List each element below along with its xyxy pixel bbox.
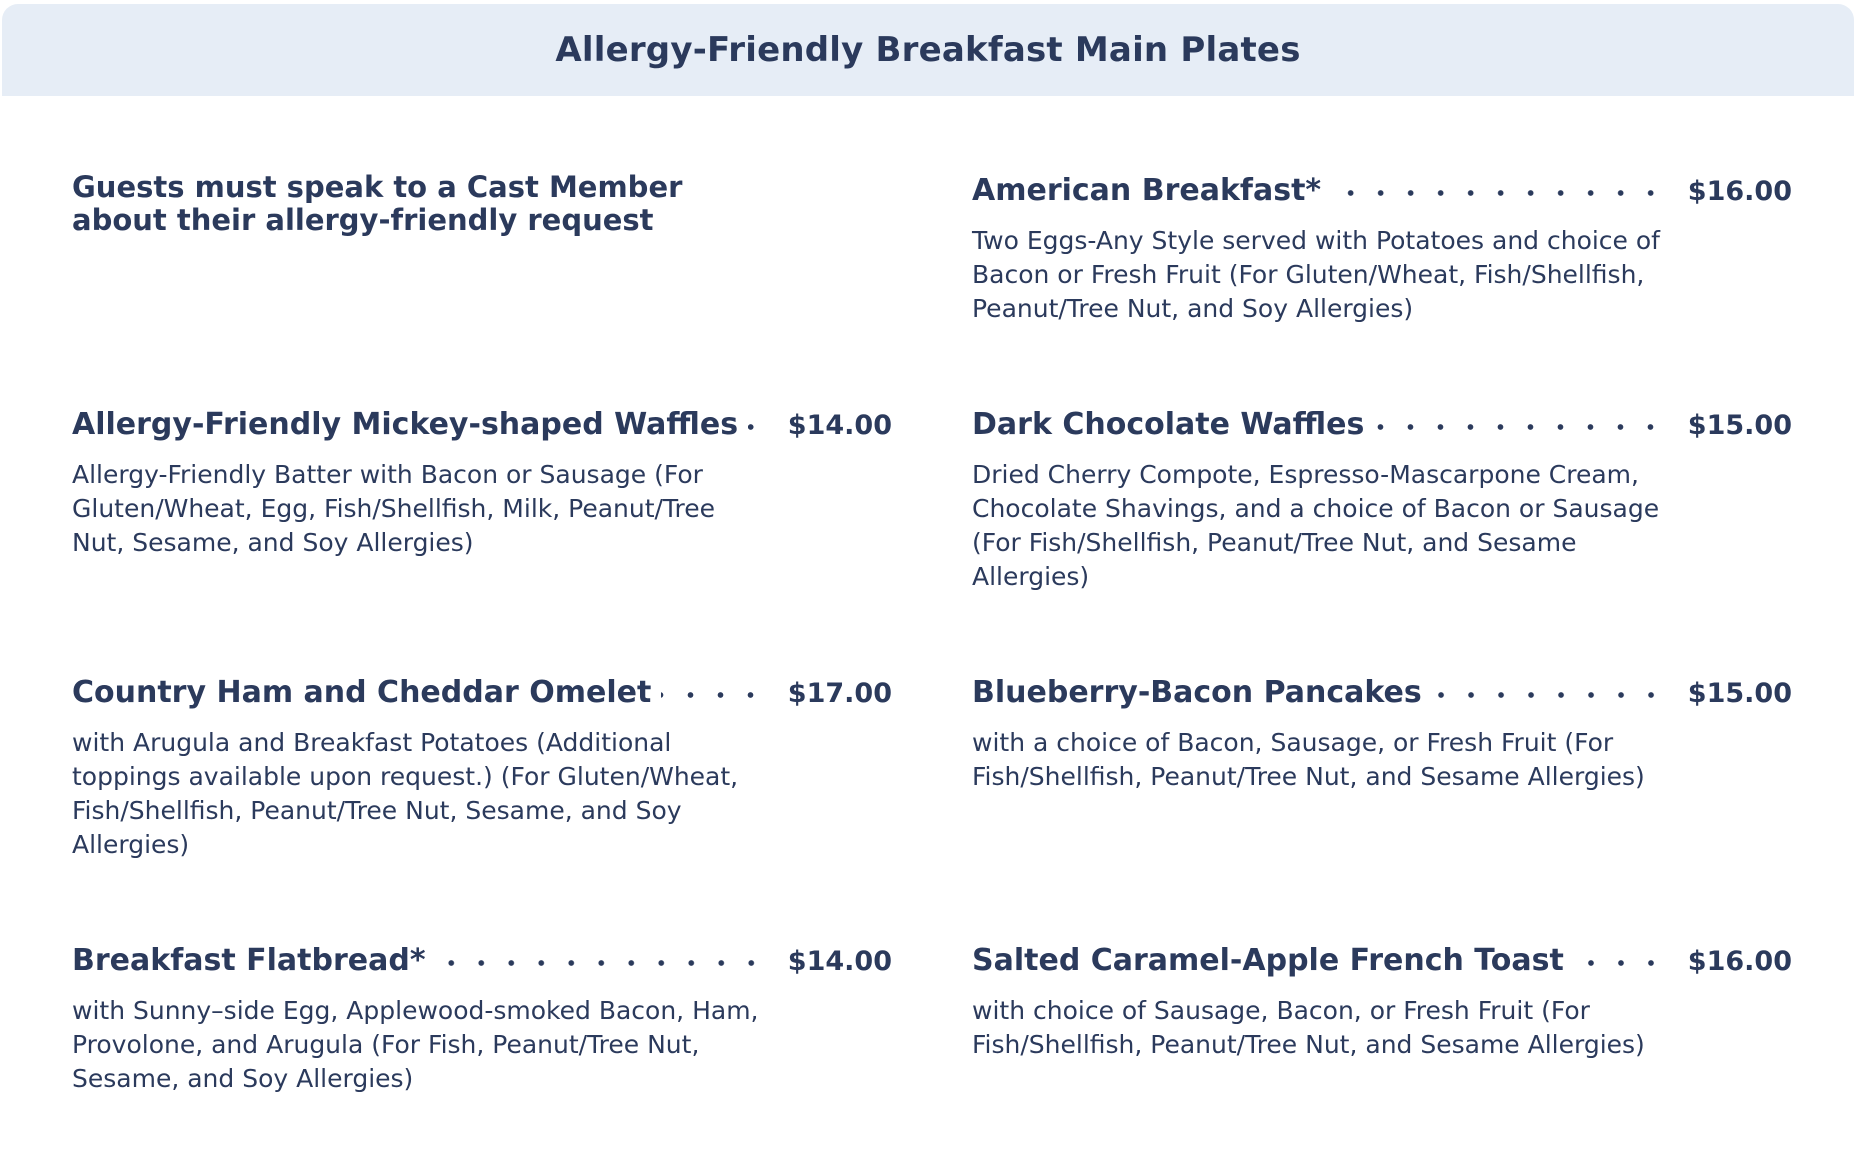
allergy-notice: Guests must speak to a Cast Member about their allergy-friendly request bbox=[72, 170, 683, 237]
page-title: Allergy-Friendly Breakfast Main Plates bbox=[555, 30, 1301, 70]
menu-item-description: with Sunny–side Egg, Applewood-smoked Bacon, Ham, Provolone, and Arugula (For Fish, Peanut/Tree Nut, Sesame, and Soy Allergies) bbox=[72, 996, 759, 1093]
dot-leader bbox=[1432, 672, 1666, 702]
menu-item-name: Dark Chocolate Waffles bbox=[972, 407, 1365, 442]
dot-leader bbox=[436, 940, 766, 970]
menu-item-dark-chocolate-waffles bbox=[972, 404, 1792, 594]
menu-item-name: Salted Caramel-Apple French Toast bbox=[972, 943, 1564, 978]
dot-leader bbox=[1574, 940, 1666, 970]
menu-item-description: with choice of Sausage, Bacon, or Fresh Fruit (For Fish/Shellfish, Peanut/Tree Nut, and Sesame Allergies) bbox=[972, 996, 1645, 1059]
menu-item-header bbox=[972, 170, 1792, 210]
dot-leader bbox=[1374, 404, 1665, 434]
menu-item-header bbox=[972, 672, 1792, 712]
menu-item-mickey-waffles bbox=[72, 404, 892, 560]
menu-item-price: $16.00 bbox=[1687, 176, 1792, 207]
menu-item-price: $14.00 bbox=[787, 946, 892, 977]
menu-item-header bbox=[972, 404, 1792, 444]
menu-item-breakfast-flatbread bbox=[72, 940, 892, 1096]
menu-item-header bbox=[72, 672, 892, 712]
menu-item-price: $17.00 bbox=[787, 678, 892, 709]
menu-item-name: Blueberry-Bacon Pancakes bbox=[972, 675, 1422, 710]
menu-item-price: $16.00 bbox=[1687, 946, 1792, 977]
menu-item-description: Dried Cherry Compote, Espresso-Mascarpone Cream, Chocolate Shavings, and a choice of Bacon or Sausage (For Fish/Shellfish, Peanut/Tree Nut, and Sesame Allergies) bbox=[972, 460, 1660, 591]
dot-leader bbox=[748, 404, 766, 434]
menu-item-name: American Breakfast* bbox=[972, 173, 1322, 208]
menu-item-french-toast bbox=[972, 940, 1792, 1062]
menu-item-description: Two Eggs-Any Style served with Potatoes and choice of Bacon or Fresh Fruit (For Gluten/Wheat, Fish/Shellfish, Peanut/Tree Nut, and Soy Allergies) bbox=[972, 226, 1660, 323]
menu-item-description: with a choice of Bacon, Sausage, or Fresh Fruit (For Fish/Shellfish, Peanut/Tree Nut, and Sesame Allergies) bbox=[972, 728, 1645, 791]
menu-item-header bbox=[72, 940, 892, 980]
menu-item-ham-cheddar-omelet bbox=[72, 672, 892, 862]
menu-item-description: with Arugula and Breakfast Potatoes (Additional toppings available upon request.) (For Gluten/Wheat, Fish/Shellfish, Peanut/Tree Nut, Sesame, and Soy Allergies) bbox=[72, 728, 739, 859]
menu-item-american-breakfast bbox=[972, 170, 1792, 326]
menu-item-name: Allergy-Friendly Mickey-shaped Waffles bbox=[72, 407, 739, 442]
menu-item-price: $15.00 bbox=[1687, 410, 1792, 441]
menu-item-description: Allergy-Friendly Batter with Bacon or Sausage (For Gluten/Wheat, Egg, Fish/Shellfish, Milk, Peanut/Tree Nut, Sesame, and Soy Allergies) bbox=[72, 460, 716, 557]
menu-item-header bbox=[972, 940, 1792, 980]
menu-item-blueberry-bacon-pancakes bbox=[972, 672, 1792, 794]
dot-leader bbox=[1331, 170, 1666, 200]
dot-leader bbox=[661, 672, 766, 702]
menu-header bbox=[2, 4, 1854, 96]
menu-item-price: $15.00 bbox=[1687, 678, 1792, 709]
menu-item-header bbox=[72, 404, 892, 444]
menu-item-price: $14.00 bbox=[787, 410, 892, 441]
menu-item-name: Breakfast Flatbread* bbox=[72, 943, 426, 978]
menu-item-name: Country Ham and Cheddar Omelet bbox=[72, 675, 652, 710]
